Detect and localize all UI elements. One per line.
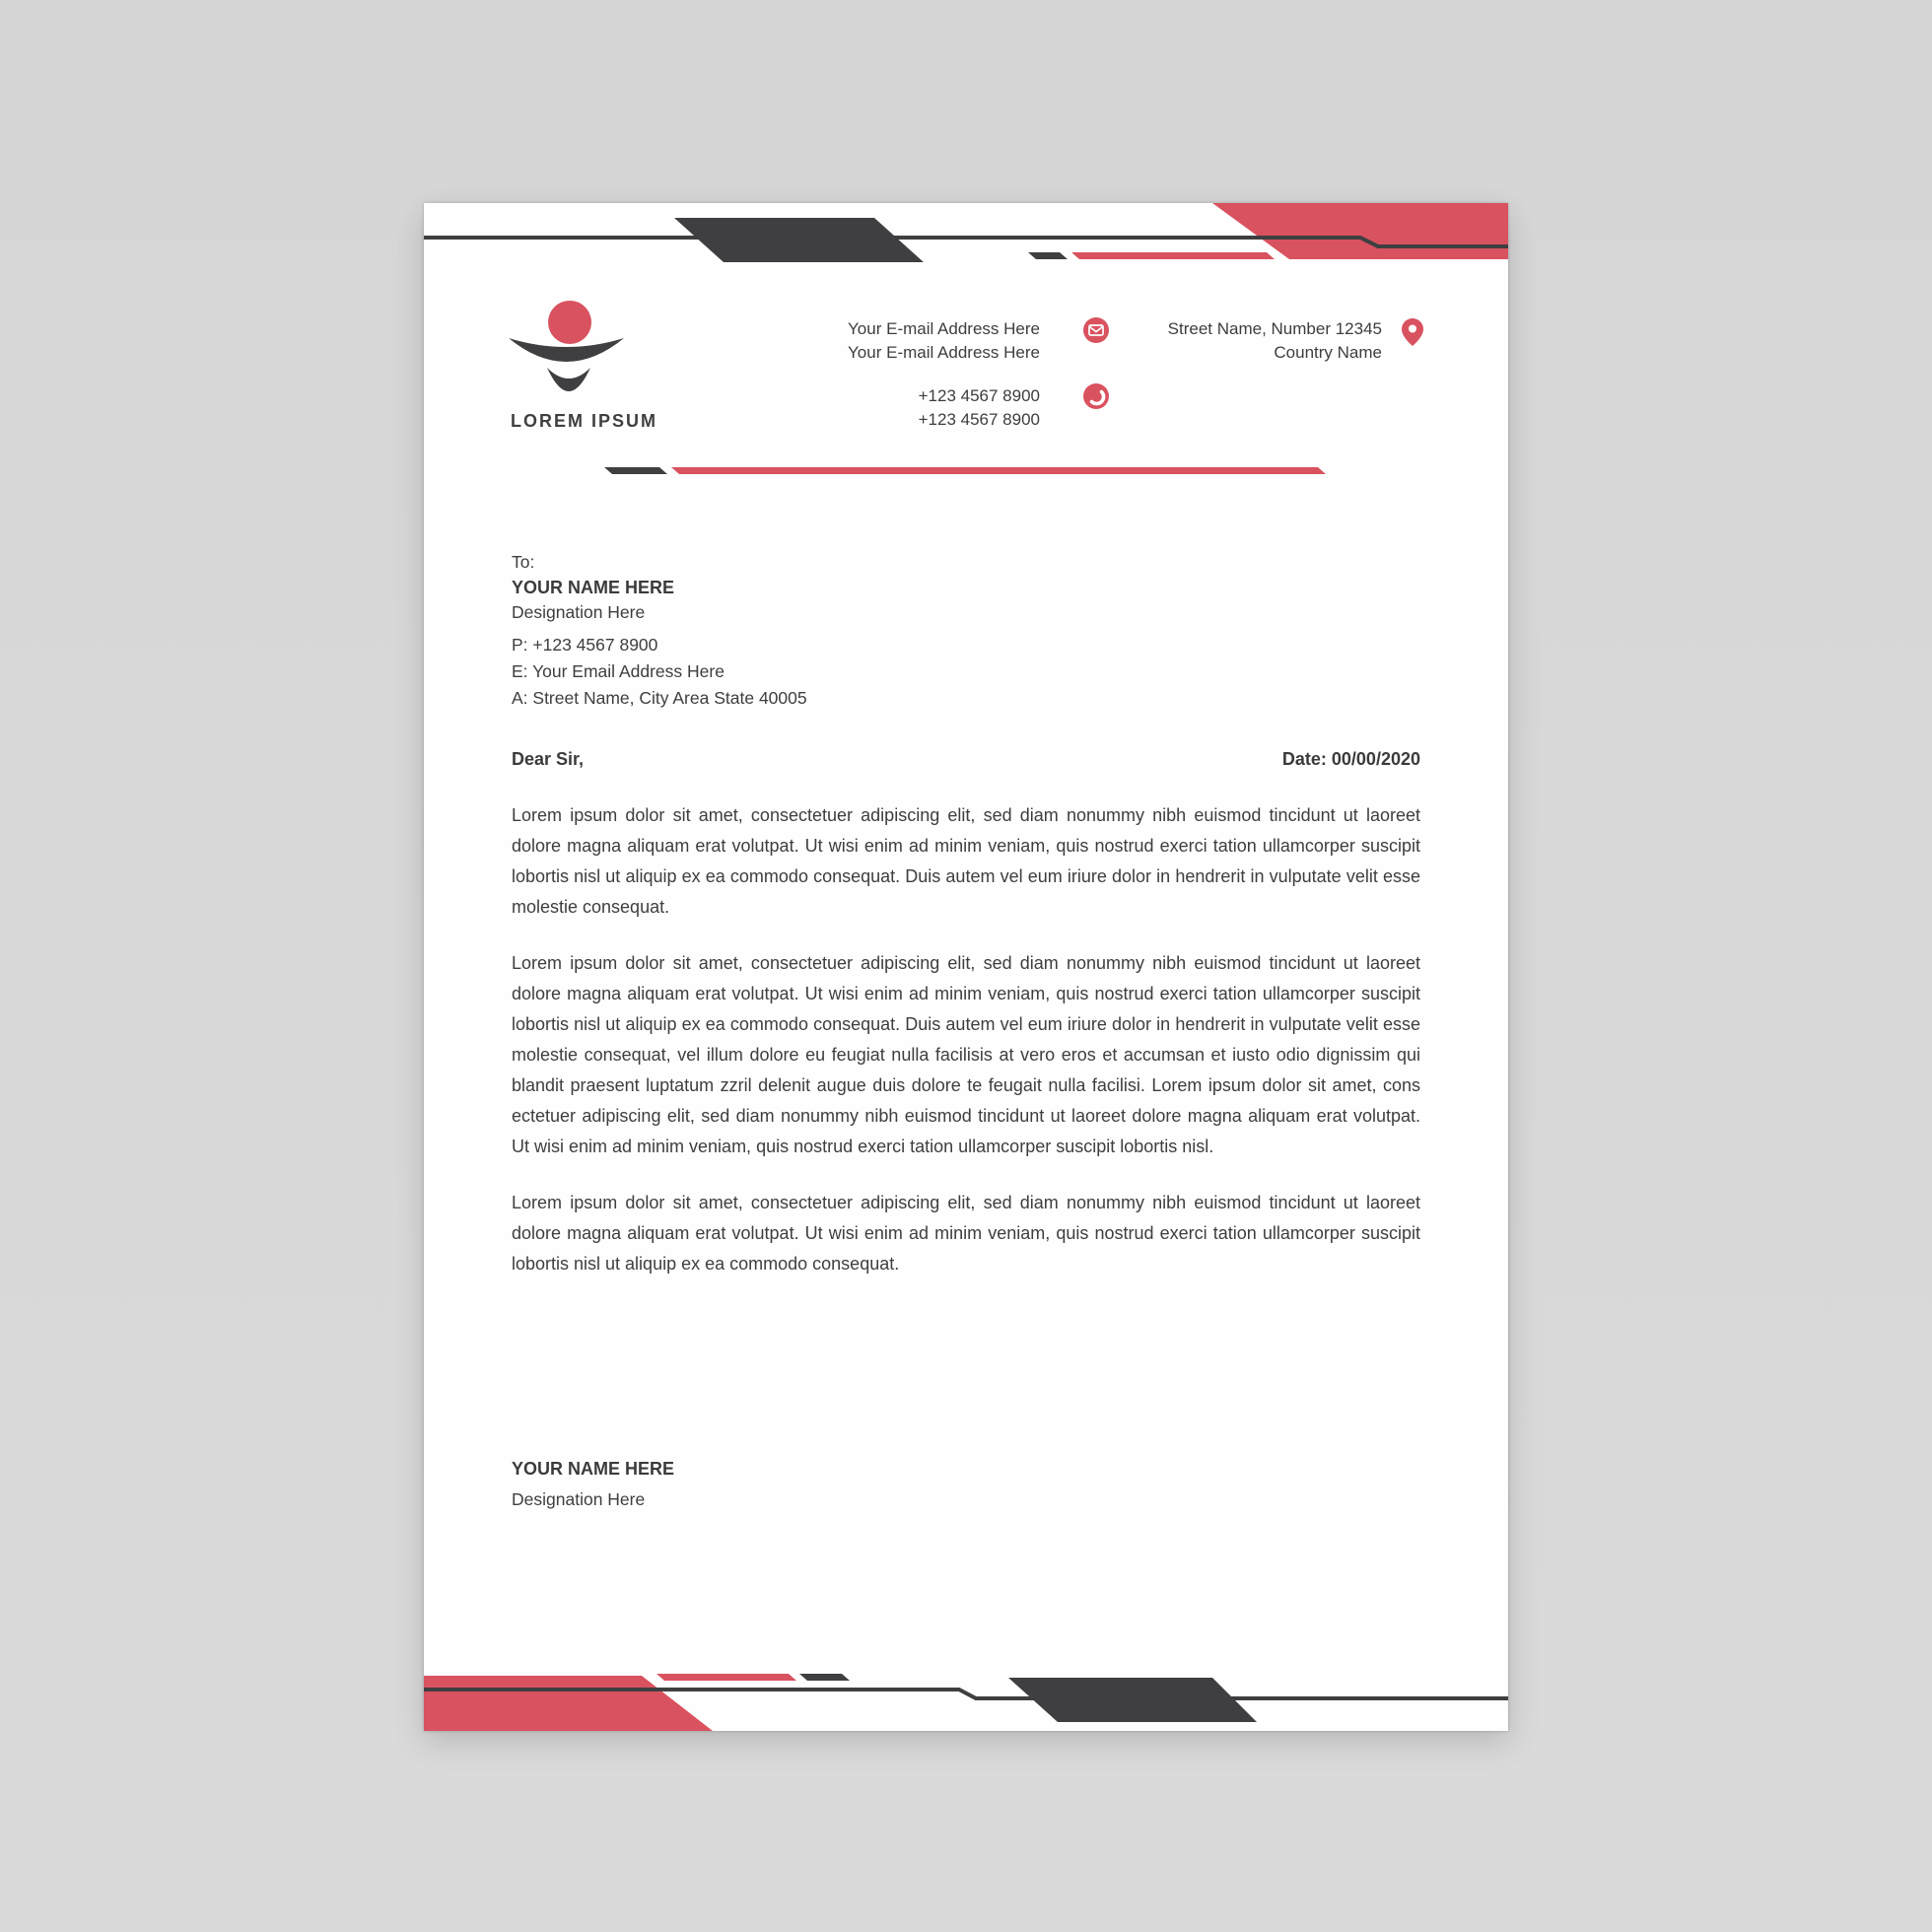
letter-date: Date: 00/00/2020 <box>1281 749 1420 769</box>
email-line: Your E-mail Address Here <box>848 342 1040 362</box>
phone-line: +123 4567 8900 <box>918 386 1040 405</box>
recipient-designation: Designation Here <box>512 602 646 622</box>
email-line: Your E-mail Address Here <box>848 319 1040 338</box>
salutation-row <box>512 746 1420 772</box>
body-paragraph: Lorem ipsum dolor sit amet, consectetuer adipiscing elit, sed diam nonummy nibh euismod tincidunt ut laoreet dolore magna aliquam erat volutpat. Ut wisi enim ad minim veniam, quis nostrud exerci tation ullamcorper suscipit lobortis nisl ut aliquip ex ea commodo consequat. Duis autem vel eum iriure dolor in hendrerit in vulputate velit esse molestie consequat, vel illum dolore eu feugiat nulla facilisis at vero eros et accumsan et iusto odio dignissim qui blandit praesent luptatum zzril delenit augue duis dolore te feugait nulla facilisi. Lorem ipsum dolor sit amet, cons ectetuer adipiscing elit, sed diam nonummy nibh euismod tincidunt ut laoreet dolore magna aliquam erat volutpat. Ut wisi enim ad minim veniam, quis nostrud exerci tation ullamcorper suscipit lobortis nisl. <box>512 953 1420 1156</box>
abstract-person-icon <box>503 297 641 405</box>
signature-designation: Designation Here <box>512 1489 646 1509</box>
mail-icon <box>1083 317 1109 343</box>
header-divider <box>424 465 1508 477</box>
address-line: Street Name, Number 12345 <box>1167 319 1382 338</box>
body-paragraph: Lorem ipsum dolor sit amet, consectetuer adipiscing elit, sed diam nonummy nibh euismod tincidunt ut laoreet dolore magna aliquam erat volutpat. Ut wisi enim ad minim veniam, quis nostrud exerci tation ullamcorper suscipit lobortis nisl ut aliquip ex ea commodo consequat. <box>512 1193 1420 1274</box>
salutation: Dear Sir, <box>512 749 585 769</box>
header-address-block <box>1168 317 1382 364</box>
brand-name: LOREM IPSUM <box>511 411 658 431</box>
recipient-email: E: Your Email Address Here <box>512 661 724 681</box>
bottom-decoration <box>424 1670 1508 1731</box>
phone-icon <box>1083 383 1109 409</box>
body-paragraph: Lorem ipsum dolor sit amet, consectetuer adipiscing elit, sed diam nonummy nibh euismod tincidunt ut laoreet dolore magna aliquam erat volutpat. Ut wisi enim ad minim veniam, quis nostrud exerci tation ullamcorper suscipit lobortis nisl ut aliquip ex ea commodo consequat. Duis autem vel eum iriure dolor in hendrerit in vulputate velit esse molestie consequat. <box>512 805 1420 917</box>
header-email-block <box>848 317 1040 364</box>
recipient-name: YOUR NAME HERE <box>512 578 675 597</box>
recipient-phone: P: +123 4567 8900 <box>512 635 658 655</box>
letter-body <box>512 800 1420 1279</box>
top-decoration <box>424 203 1508 272</box>
recipient-address: A: Street Name, City Area State 40005 <box>512 688 807 708</box>
signature-name: YOUR NAME HERE <box>512 1459 675 1479</box>
recipient-to-label: To: <box>512 552 535 572</box>
address-line: Country Name <box>1274 342 1382 362</box>
header-phone-block <box>919 384 1040 431</box>
phone-line: +123 4567 8900 <box>918 409 1040 429</box>
recipient-block <box>512 550 807 712</box>
letterhead-page <box>424 203 1508 1731</box>
location-pin-icon <box>1402 318 1423 346</box>
signature-block <box>512 1456 674 1512</box>
